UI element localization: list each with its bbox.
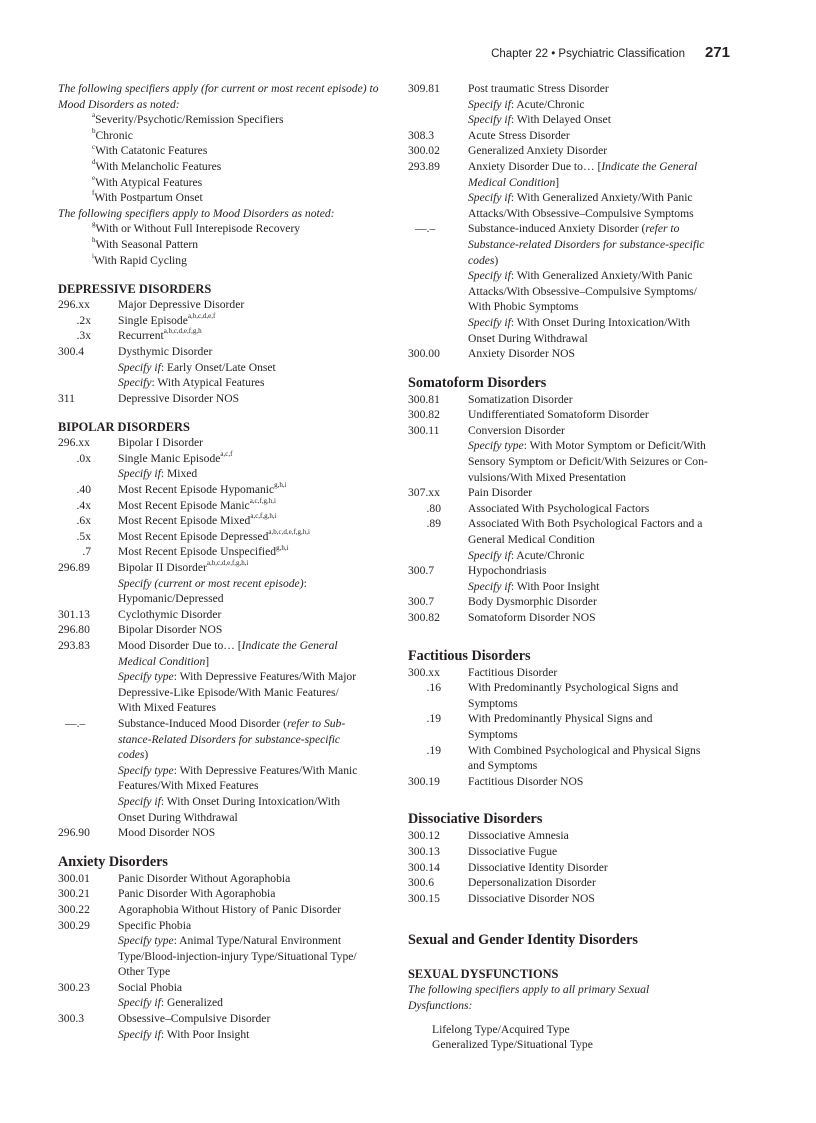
entry-row: 296.xx Major Depressive Disorder — [58, 298, 245, 312]
spec-row: Features/With Mixed Features — [118, 779, 259, 793]
spec-row: Specify type: With Depressive Features/With Major — [118, 670, 357, 684]
section-heading: Sexual and Gender Identity Disorders — [408, 932, 638, 949]
spec-row: Specify if: Mixed — [118, 467, 198, 481]
spec-row: Hypomanic/Depressed — [118, 592, 224, 606]
section-heading: Dissociative Disorders — [408, 811, 543, 828]
spec-row: Specify if: With Generalized Anxiety/With Panic — [468, 191, 693, 205]
entry-row: .2x Single Episode$^{a,b,c,d,e,f}$ — [76, 311, 216, 327]
right-column — [408, 81, 738, 1053]
spec-row: With Phobic Symptoms — [468, 300, 579, 314]
running-head: Chapter 22 • Psychiatric Classification — [491, 48, 685, 60]
entry-row: 300.82 Somatoform Disorder NOS — [408, 611, 596, 624]
entry-row-cont: Symptoms — [468, 727, 518, 741]
spec-row: Specify type: Animal Type/Natural Environment — [118, 934, 342, 948]
spec-row: Specify if: With Delayed Onset — [468, 113, 611, 127]
entry-row: .3x Recurrent$^{a,b,c,d,e,f,g,h}$ — [76, 327, 202, 343]
entry-row-cont: Symptoms — [468, 696, 518, 710]
spec-row: Attacks/With Obsessive–Compulsive Symptoms — [468, 206, 694, 220]
entry-row: 301.13 Cyclothymic Disorder — [58, 607, 222, 621]
specifier-item: $^b$Chronic — [92, 126, 133, 142]
entry-row: 296.89 Bipolar II Disorder$^{a,b,c,d,e,f,g,h,i}$ — [58, 559, 249, 575]
specifier-item: $^d$With Melancholic Features — [92, 158, 222, 173]
left-column — [58, 81, 388, 1042]
entry-row: .19 With Combined Psychological and Physical Signs — [426, 743, 701, 757]
spec-row: Specify if: With Poor Insight — [118, 1027, 250, 1041]
entry-row: .7 Most Recent Episode Unspecified$^{g,h,i}$ — [82, 543, 289, 559]
entry-row: 300.23 Social Phobia — [58, 980, 183, 994]
entry-row-cont: codes) — [118, 748, 149, 762]
entry-row: 300.15 Dissociative Disorder NOS — [408, 891, 595, 905]
spec-row: Specify type: With Motor Symptom or Deficit/With — [468, 439, 706, 453]
entry-row: 300.00 Anxiety Disorder NOS — [408, 347, 575, 361]
specifier-item: $^c$With Catatonic Features — [92, 142, 208, 158]
specifier-item: Lifelong Type/Acquired Type — [432, 1022, 570, 1036]
entry-row-cont: and Symptoms — [468, 759, 538, 773]
entry-row: 300.02 Generalized Anxiety Disorder — [408, 144, 608, 158]
spec-row: Type/Blood-injection-injury Type/Situational Type/ — [118, 949, 357, 963]
entry-row-cont: stance-Related Disorders for substance-specific — [118, 732, 341, 746]
spec-row: Specify type: With Depressive Features/With Manic — [118, 763, 358, 777]
entry-row: .0x Single Manic Episode$^{a,c,f}$ — [76, 450, 233, 465]
spec-row: With Mixed Features — [118, 701, 217, 715]
spec-row: Specify if: With Onset During Intoxication/With — [468, 315, 691, 329]
entry-row: .5x Most Recent Episode Depressed$^{a,b,c,d,e,f,g,h,i}$ — [76, 527, 310, 543]
entry-row: 300.12 Dissociative Amnesia — [408, 829, 569, 843]
spec-row: Specify if: With Onset During Intoxication/With — [118, 794, 341, 808]
section-heading: Factitious Disorders — [408, 647, 531, 664]
entry-row-cont: Substance-related Disorders for substance-specific — [468, 237, 705, 251]
spec-row: Specify if: Acute/Chronic — [468, 548, 585, 562]
spec-row: Specify if: With Poor Insight — [468, 579, 600, 593]
spec-row: Onset During Withdrawal — [468, 331, 588, 345]
entry-row: .40 Most Recent Episode Hypomanic$^{g,h,i}$ — [76, 481, 287, 497]
entry-row: .4x Most Recent Episode Manic$^{a,c,f,g,h,i}$ — [76, 496, 276, 512]
entry-row: 300.6 Depersonalization Disorder — [408, 876, 596, 890]
entry-row: 300.21 Panic Disorder With Agoraphobia — [58, 887, 276, 901]
spec-row: vulsions/With Mixed Presentation — [468, 470, 626, 484]
entry-row: .16 With Predominantly Psychological Signs and — [426, 681, 679, 695]
specifier-item: $^i$With Rapid Cycling — [92, 251, 187, 267]
entry-row: 293.89 Anxiety Disorder Due to… [Indicate the General — [408, 159, 698, 173]
spec-row: Specify: With Atypical Features — [118, 376, 265, 390]
entry-row: 296.80 Bipolar Disorder NOS — [58, 623, 223, 637]
specifier-intro: The following specifiers apply (for current or most recent episode) to Mood Disorders as noted: — [58, 82, 379, 111]
spec-row: Other Type — [118, 965, 171, 979]
specifier-intro: Dysfunctions: — [408, 998, 473, 1012]
specifier-item: $^f$With Postpartum Onset — [92, 189, 203, 205]
entry-row: .80 Associated With Psychological Factors — [426, 501, 650, 515]
entry-row-cont: General Medical Condition — [468, 533, 595, 547]
entry-row: .19 With Predominantly Physical Signs and — [426, 712, 653, 726]
spec-row: Specify if: Acute/Chronic — [468, 97, 585, 111]
entry-row: .6x Most Recent Episode Mixed$^{a,c,f,g,h,i}$ — [76, 512, 277, 528]
spec-row: Sensory Symptom or Deficit/With Seizures or Con- — [468, 455, 708, 469]
entry-row: 300.01 Panic Disorder Without Agoraphobia — [58, 871, 291, 885]
entry-row: 309.81 Post traumatic Stress Disorder — [408, 82, 609, 95]
entry-row: —.– Substance-induced Anxiety Disorder (refer to — [415, 222, 680, 236]
spec-row: Specify (current or most recent episode): — [118, 576, 307, 590]
section-heading: Anxiety Disorders — [58, 853, 168, 870]
entry-row: 300.81 Somatization Disorder — [408, 392, 573, 406]
specifier-intro: The following specifiers apply to Mood Disorders as noted: — [58, 206, 335, 220]
spec-row: Specify if: Generalized — [118, 996, 223, 1010]
entry-row: 300.xx Factitious Disorder — [408, 665, 558, 679]
entry-row: 300.3 Obsessive–Compulsive Disorder — [58, 1012, 271, 1026]
specifier-item: $^h$With Seasonal Pattern — [92, 236, 199, 251]
entry-row: 300.14 Dissociative Identity Disorder — [408, 860, 608, 874]
specifier-item: $^e$With Atypical Features — [92, 173, 203, 189]
subsection-heading: SEXUAL DYSFUNCTIONS — [408, 967, 559, 982]
spec-row: Attacks/With Obsessive–Compulsive Symptoms/ — [468, 284, 697, 298]
entry-row: .89 Associated With Both Psychological Factors and a — [426, 517, 703, 531]
entry-row: 300.29 Specific Phobia — [58, 918, 192, 932]
entry-row: 296.xx Bipolar I Disorder — [58, 436, 204, 450]
entry-row: 300.11 Conversion Disorder — [408, 423, 565, 437]
entry-row-cont: Medical Condition] — [118, 654, 210, 668]
entry-row: 307.xx Pain Disorder — [408, 486, 533, 500]
entry-row: 296.90 Mood Disorder NOS — [58, 826, 216, 840]
entry-row-cont: codes) — [468, 253, 499, 267]
entry-row: 300.4 Dysthymic Disorder — [58, 344, 213, 358]
entry-row: 300.19 Factitious Disorder NOS — [408, 774, 584, 788]
entry-row: 300.7 Hypochondriasis — [408, 564, 547, 578]
entry-row: 308.3 Acute Stress Disorder — [408, 128, 570, 142]
page-header — [491, 44, 730, 61]
specifier-intro: The following specifiers apply to all primary Sexual — [408, 983, 650, 997]
entry-row: 300.82 Undifferentiated Somatoform Disorder — [408, 408, 649, 422]
spec-row: Specify if: With Generalized Anxiety/With Panic — [468, 269, 693, 283]
section-heading: Somatoform Disorders — [408, 374, 547, 391]
entry-row: 300.7 Body Dysmorphic Disorder — [408, 595, 597, 609]
section-heading: DEPRESSIVE DISORDERS — [58, 282, 212, 297]
spec-row: Specify if: Early Onset/Late Onset — [118, 360, 276, 374]
entry-row: 293.83 Mood Disorder Due to… [Indicate the General — [58, 639, 338, 652]
specifier-item: $^a$Severity/Psychotic/Remission Specifiers — [92, 111, 284, 127]
entry-row: —.– Substance-Induced Mood Disorder (refer to Sub- — [65, 716, 346, 730]
spec-row: Onset During Withdrawal — [118, 810, 238, 824]
spec-row: Depressive-Like Episode/With Manic Features/ — [118, 685, 339, 699]
entry-row-cont: Medical Condition] — [468, 175, 560, 189]
specifier-item: Generalized Type/Situational Type — [432, 1038, 593, 1052]
page-number: 271 — [704, 44, 730, 61]
specifier-item: $^g$With or Without Full Interepisode Recovery — [92, 220, 301, 236]
section-heading: BIPOLAR DISORDERS — [58, 420, 190, 435]
entry-row: 311 Depressive Disorder NOS — [58, 391, 240, 405]
entry-row: 300.22 Agoraphobia Without History of Panic Disorder — [58, 902, 342, 916]
entry-row: 300.13 Dissociative Fugue — [408, 844, 558, 858]
